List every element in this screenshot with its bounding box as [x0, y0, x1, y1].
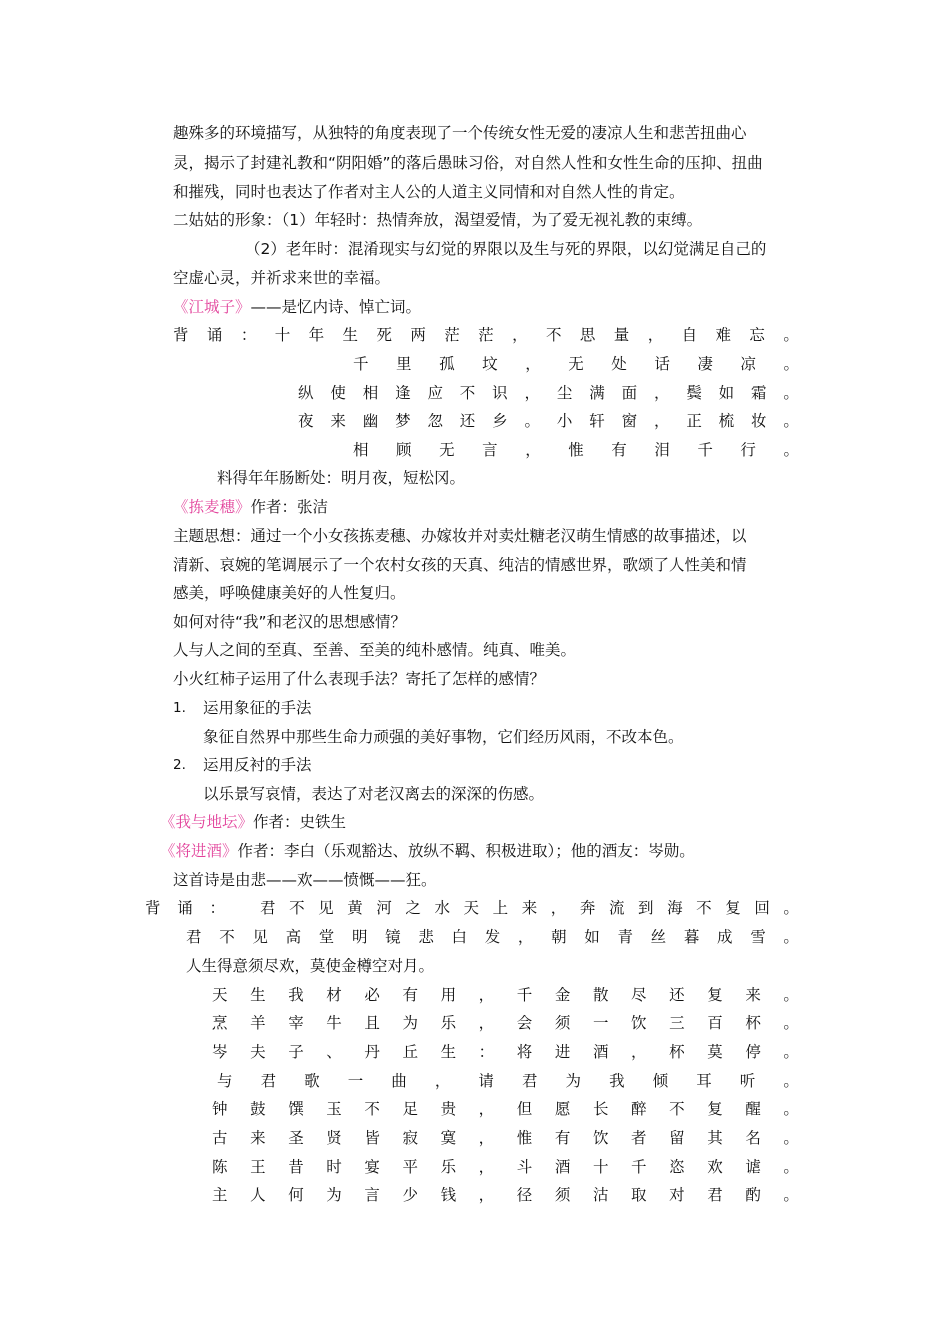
poem-char: 谑 [745, 1158, 761, 1176]
poem-char: 馔 [288, 1100, 304, 1118]
poem-char: 十 [274, 326, 291, 344]
poem-char: ， [647, 326, 664, 344]
poem-char: 鬓 [686, 384, 702, 402]
character-summary: 二姑姑的形象：（1）年轻时：热情奔放，渴望爱情，为了爱无视礼教的束缚。 [173, 211, 703, 229]
poem-char: 愿 [554, 1100, 571, 1118]
poem-char: 。 [524, 412, 541, 430]
poem-char: 雪 [750, 928, 766, 946]
poem-char: 。 [783, 412, 799, 430]
poem-char: 足 [402, 1100, 418, 1118]
poem-char: 曲 [391, 1072, 407, 1090]
poem-char: 乐 [440, 1014, 457, 1032]
poem-char: 正 [686, 412, 702, 430]
poem-char: 。 [783, 1129, 799, 1147]
poem-char: 见 [252, 928, 268, 946]
paragraph-line: 清新、哀婉的笔调展示了一个农村女孩的天真、纯洁的情感世界，歌颂了人性美和情 [173, 556, 747, 574]
poem-char: 君 [186, 928, 202, 946]
work-author: 作者：李白（乐观豁达、放纵不羁、积极进取）；他的酒友：岑勋。 [237, 842, 695, 860]
poem-char: 昔 [288, 1158, 304, 1176]
poem-char: 丘 [402, 1043, 418, 1061]
poem-char: 必 [364, 986, 380, 1004]
poem-char: 生 [342, 326, 359, 344]
poem-char: 牛 [326, 1014, 342, 1032]
poem-char: 歌 [304, 1072, 320, 1090]
poem-char: 霜 [751, 384, 767, 402]
poem-char: ， [478, 1158, 495, 1176]
poem-char: 忘 [749, 326, 765, 344]
poem-char: 一 [592, 1014, 609, 1032]
poem-char: 杯 [745, 1014, 761, 1032]
poem-line: 人生得意须尽欢，莫使金樽空对月。 [186, 957, 435, 975]
poem-char: 轩 [589, 412, 605, 430]
poem-char: 寞 [440, 1129, 457, 1147]
poem-char: 。 [783, 1100, 799, 1118]
poem-char: 为 [565, 1072, 582, 1090]
poem-char: 鼓 [250, 1100, 266, 1118]
poem-char: 来 [745, 986, 761, 1004]
question: 小火红柿子运用了什么表现手法？寄托了怎样的感情？ [173, 670, 546, 688]
poem-line [260, 898, 799, 918]
poem-char: 请 [478, 1072, 494, 1090]
poem-char: 恣 [669, 1158, 685, 1176]
poem-char: 百 [707, 1014, 723, 1032]
poem-char: 面 [621, 384, 638, 402]
poem-char: 纵 [298, 384, 314, 402]
poem-char: 为 [402, 1014, 418, 1032]
recite-label [145, 898, 225, 918]
poem-char: 沽 [592, 1186, 609, 1204]
poem-line [212, 1185, 799, 1205]
poem-char: 到 [638, 899, 654, 917]
poem-char: ， [524, 384, 541, 402]
poem-line: 料得年年肠断处：明月夜，短松冈。 [217, 469, 466, 487]
work-desc: ——是忆内诗、悼亡词。 [250, 298, 422, 316]
list-item-detail: 以乐景写哀情，表达了对老汉离去的深深的伤感。 [203, 785, 545, 803]
poem-char: ， [550, 899, 567, 917]
poem-char: 对 [669, 1186, 685, 1204]
poem-line [186, 927, 799, 947]
poem-char: 处 [611, 355, 627, 373]
poem-char: 古 [212, 1129, 228, 1147]
poem-char: ， [525, 441, 541, 459]
poem-char: 有 [554, 1129, 571, 1147]
poem-char: ： [240, 326, 257, 344]
poem-char: 朝 [551, 928, 567, 946]
poem-char: 人 [250, 1186, 266, 1204]
poem-char: 丹 [364, 1043, 380, 1061]
poem-line [217, 1071, 799, 1091]
poem-char: 长 [592, 1100, 609, 1118]
list-item: 运用反衬的手法 [203, 756, 312, 774]
poem-char: 杯 [669, 1043, 685, 1061]
poem-char: 复 [725, 899, 741, 917]
poem-char: 少 [402, 1186, 418, 1204]
poem-char: 镜 [385, 928, 401, 946]
poem-char: 坟 [482, 355, 498, 373]
poem-char: 不 [669, 1100, 685, 1118]
work-title: 《将进酒》 [160, 842, 238, 860]
paragraph-line: 灵，揭示了封建礼教和“阴阳婚”的落后愚昧习俗，对自然人性和女性生命的压抑、扭曲 [173, 154, 763, 172]
poem-char: 小 [556, 412, 573, 430]
poem-char: 高 [285, 928, 302, 946]
poem-char: 夫 [250, 1043, 266, 1061]
poem-char: 有 [611, 441, 627, 459]
poem-char: 茫 [444, 326, 460, 344]
poem-char: 。 [783, 1186, 799, 1204]
poem-char: 话 [654, 355, 670, 373]
poem-char: 满 [589, 384, 605, 402]
poem-char: ， [525, 355, 541, 373]
poem-char: 听 [739, 1072, 756, 1090]
poem-char: 钱 [440, 1186, 457, 1204]
poem-char: 堂 [318, 928, 335, 946]
poem-char: 梳 [718, 412, 735, 430]
poem-char: ， [478, 1186, 495, 1204]
poem-char: 寂 [402, 1129, 418, 1147]
answer: 人与人之间的至真、至善、至美的纯朴感情。纯真、唯美。 [173, 641, 577, 659]
poem-char: 。 [783, 1072, 799, 1090]
poem-char: 为 [326, 1186, 342, 1204]
poem-char: 。 [783, 326, 799, 344]
poem-char: 宴 [364, 1158, 380, 1176]
poem-char: 与 [217, 1072, 233, 1090]
work-heading [173, 497, 328, 517]
work-heading [160, 812, 346, 832]
poem-char: 来 [521, 899, 538, 917]
poem-char: 上 [492, 899, 509, 917]
poem-char: 里 [396, 355, 412, 373]
poem-char: 时 [326, 1158, 342, 1176]
poem-char: 相 [362, 384, 379, 402]
poem-char: 白 [451, 928, 468, 946]
character-summary-cont: （2）老年时：混淆现实与幻觉的界限以及生与死的界限，以幻觉满足自己的 [245, 240, 767, 258]
poem-char: 惟 [568, 441, 584, 459]
poem-char: 千 [697, 441, 713, 459]
work-heading [160, 841, 695, 861]
paragraph-line: 和摧残，同时也表达了作者对主人公的人道主义同情和对自然人性的肯定。 [173, 183, 685, 201]
poem-char: 海 [667, 899, 683, 917]
poem-char: 不 [696, 899, 712, 917]
poem-line [212, 1157, 799, 1177]
poem-char: ， [517, 928, 534, 946]
poem-char: 玉 [326, 1100, 342, 1118]
poem-line [212, 1042, 799, 1062]
poem-char: 。 [783, 441, 799, 459]
poem-char: 子 [288, 1043, 304, 1061]
poem-char: 千 [631, 1158, 647, 1176]
poem-char: 顾 [396, 441, 412, 459]
poem-char: 陈 [212, 1158, 228, 1176]
poem-char: 。 [783, 1158, 799, 1176]
poem-char: ， [434, 1072, 451, 1090]
poem-char: 使 [330, 384, 346, 402]
poem-char: 不 [545, 326, 562, 344]
poem-char: 圣 [288, 1129, 304, 1147]
poem-char: 天 [212, 986, 228, 1004]
poem-char: 死 [376, 326, 392, 344]
poem-char: ： [478, 1043, 495, 1061]
poem-char: 贵 [440, 1100, 457, 1118]
poem-char: 羊 [250, 1014, 266, 1032]
poem-char: ， [478, 1014, 495, 1032]
poem-char: ： [209, 899, 225, 917]
poem-char: 乐 [440, 1158, 457, 1176]
poem-char: 宰 [288, 1014, 304, 1032]
poem-char: 明 [351, 928, 368, 946]
poem-char: 我 [288, 986, 304, 1004]
poem-char: 尽 [631, 986, 647, 1004]
poem-char: ， [653, 384, 670, 402]
poem-line [173, 325, 799, 345]
poem-char: 茫 [478, 326, 494, 344]
poem-char: 。 [783, 1043, 799, 1061]
poem-char: 君 [260, 1072, 277, 1090]
work-title: 《江城子》 [173, 298, 251, 316]
poem-char: 丝 [650, 928, 667, 946]
poem-char: 进 [554, 1043, 571, 1061]
poem-char: 散 [592, 986, 609, 1004]
poem-char: 忽 [427, 412, 443, 430]
poem-char: 孤 [439, 355, 455, 373]
poem-char: 乡 [492, 412, 508, 430]
poem-char: 无 [439, 441, 455, 459]
work-heading [173, 297, 421, 317]
poem-char: 夜 [298, 412, 314, 430]
list-item: 运用象征的手法 [203, 699, 312, 717]
poem-char: 耳 [696, 1072, 712, 1090]
poem-char: 主 [212, 1186, 228, 1204]
poem-char: 君 [521, 1072, 538, 1090]
poem-line [353, 440, 799, 460]
poem-char: 饮 [631, 1014, 647, 1032]
work-author: 作者：史铁生 [253, 813, 347, 831]
poem-char: 奔 [579, 899, 596, 917]
poem-char: 十 [592, 1158, 609, 1176]
poem-char: 将 [516, 1043, 533, 1061]
poem-char: 醉 [631, 1100, 647, 1118]
poem-char: 酒 [554, 1158, 571, 1176]
paragraph-line: 趣殊多的环境描写，从独特的角度表现了一个传统女性无爱的凄凉人生和悲苦扭曲心 [173, 124, 747, 142]
poem-char: 饮 [592, 1129, 609, 1147]
poem-char: 且 [364, 1014, 380, 1032]
poem-char: 。 [783, 384, 799, 402]
poem-char: 。 [783, 899, 799, 917]
poem-char: 君 [707, 1186, 723, 1204]
poem-char: 自 [681, 326, 698, 344]
poem-char: 流 [608, 899, 625, 917]
poem-char: 酌 [745, 1186, 761, 1204]
poem-char: 复 [707, 1100, 723, 1118]
poem-char: 还 [669, 986, 685, 1004]
poem-char: ， [631, 1043, 647, 1061]
poem-char: 两 [410, 326, 426, 344]
poem-char: 幽 [362, 412, 379, 430]
list-number: 2. [173, 757, 186, 773]
poem-char: 王 [250, 1158, 266, 1176]
poem-char: 径 [516, 1186, 533, 1204]
poem-char: 相 [353, 441, 369, 459]
poem-char: 来 [330, 412, 346, 430]
poem-char: 欢 [707, 1158, 723, 1176]
poem-char: 还 [459, 412, 476, 430]
poem-char: 其 [707, 1129, 723, 1147]
poem-char: 醒 [745, 1100, 761, 1118]
poem-char: 千 [353, 355, 369, 373]
poem-char: 窗 [621, 412, 638, 430]
poem-char: 梦 [395, 412, 411, 430]
poem-char: 回 [754, 899, 770, 917]
poem-char: 凉 [740, 355, 756, 373]
poem-char: ， [653, 412, 670, 430]
poem-char: 有 [402, 986, 418, 1004]
poem-char: 思 [579, 326, 596, 344]
poem-char: 凄 [697, 355, 713, 373]
poem-char: ， [478, 986, 495, 1004]
poem-char: 取 [631, 1186, 647, 1204]
poem-char: 用 [440, 986, 457, 1004]
poem-char: 钟 [212, 1100, 228, 1118]
list-item-detail: 象征自然界中那些生命力顽强的美好事物，它们经历风雨，不改本色。 [203, 728, 684, 746]
poem-char: 诵 [206, 326, 223, 344]
poem-char: ， [478, 1129, 495, 1147]
poem-line [212, 1099, 799, 1119]
poem-line [212, 1128, 799, 1148]
work-title: 《拣麦穗》 [173, 498, 251, 516]
poem-char: 三 [669, 1014, 685, 1032]
poem-char: 名 [745, 1129, 761, 1147]
poem-char: 如 [718, 384, 735, 402]
poem-char: 千 [516, 986, 533, 1004]
poem-char: 不 [364, 1100, 380, 1118]
poem-char: 。 [783, 928, 799, 946]
poem-char: 如 [584, 928, 600, 946]
poem-char: 妆 [751, 412, 767, 430]
paragraph-line: 主题思想：通过一个小女孩拣麦穗、办嫁妆并对卖灶糖老汉萌生情感的故事描述，以 [173, 527, 747, 545]
poem-char: 背 [145, 899, 161, 917]
poem-char: 贤 [326, 1129, 342, 1147]
poem-char: 倾 [652, 1072, 669, 1090]
poem-line [212, 985, 799, 1005]
poem-char: 停 [745, 1043, 761, 1061]
poem-char: 见 [318, 899, 334, 917]
poem-char: 来 [250, 1129, 266, 1147]
poem-char: 水 [434, 899, 450, 917]
poem-char: 何 [288, 1186, 304, 1204]
poem-char: 河 [376, 899, 392, 917]
poem-char: 行 [740, 441, 756, 459]
poem-char: 天 [463, 899, 480, 917]
poem-char: 惟 [516, 1129, 533, 1147]
character-summary-cont: 空虚心灵，并祈求来世的幸福。 [173, 269, 391, 287]
poem-char: 我 [609, 1072, 625, 1090]
poem-char: 言 [364, 1186, 380, 1204]
poem-char: 留 [669, 1129, 685, 1147]
poem-char: 须 [554, 1014, 571, 1032]
poem-char: 平 [402, 1158, 418, 1176]
poem-char: 。 [783, 986, 799, 1004]
poem-char: 不 [219, 928, 235, 946]
paragraph-line: 感美，呼唤健康美好的人性复归。 [173, 584, 406, 602]
poem-char: 之 [405, 899, 421, 917]
work-author: 作者：张洁 [250, 498, 329, 516]
poem-char: 生 [250, 986, 266, 1004]
poem-char: 无 [568, 355, 584, 373]
poem-char: 。 [783, 1014, 799, 1032]
question: 如何对待“我”和老汉的思想感情？ [173, 613, 407, 631]
poem-char: 尘 [556, 384, 573, 402]
poem-char: 泪 [654, 441, 670, 459]
list-number: 1. [173, 700, 186, 716]
poem-char: 言 [482, 441, 498, 459]
poem-line [353, 354, 799, 374]
poem-char: 不 [459, 384, 476, 402]
poem-char: 君 [260, 899, 276, 917]
poem-char: 复 [707, 986, 723, 1004]
poem-char: 识 [492, 384, 508, 402]
work-title: 《我与地坛》 [160, 813, 254, 831]
poem-char: 烹 [212, 1014, 228, 1032]
poem-char: 斗 [516, 1158, 533, 1176]
poem-char: 生 [440, 1043, 457, 1061]
poem-char: 难 [715, 326, 732, 344]
poem-char: 黄 [347, 899, 363, 917]
poem-char: 莫 [707, 1043, 723, 1061]
poem-char: 成 [717, 928, 733, 946]
poem-char: 但 [516, 1100, 533, 1118]
poem-char: 年 [308, 326, 325, 344]
poem-char: ， [478, 1100, 495, 1118]
poem-char: 不 [289, 899, 305, 917]
poem-char: 者 [631, 1129, 647, 1147]
poem-char: 诵 [177, 899, 193, 917]
poem-char: 金 [554, 986, 571, 1004]
poem-char: 悲 [418, 928, 434, 946]
poem-char: 青 [617, 928, 633, 946]
poem-char: 一 [347, 1072, 364, 1090]
poem-char: 背 [173, 326, 189, 344]
poem-char: 应 [427, 384, 443, 402]
poem-char: 会 [516, 1014, 533, 1032]
poem-char: 酒 [592, 1043, 609, 1061]
poem-line [212, 1013, 799, 1033]
poem-char: 须 [554, 1186, 571, 1204]
poem-char: 发 [484, 928, 501, 946]
paragraph-line: 这首诗是由悲——欢——愤慨——狂。 [173, 871, 437, 889]
poem-char: 、 [326, 1043, 342, 1061]
poem-line [298, 411, 799, 431]
poem-char: 暮 [683, 928, 700, 946]
poem-char: 逢 [395, 384, 411, 402]
poem-char: 量 [613, 326, 630, 344]
poem-char: 材 [326, 986, 342, 1004]
poem-char: 。 [783, 355, 799, 373]
poem-char: 岑 [212, 1043, 228, 1061]
poem-line [298, 383, 799, 403]
poem-char: ， [512, 326, 528, 344]
poem-char: 皆 [364, 1129, 380, 1147]
